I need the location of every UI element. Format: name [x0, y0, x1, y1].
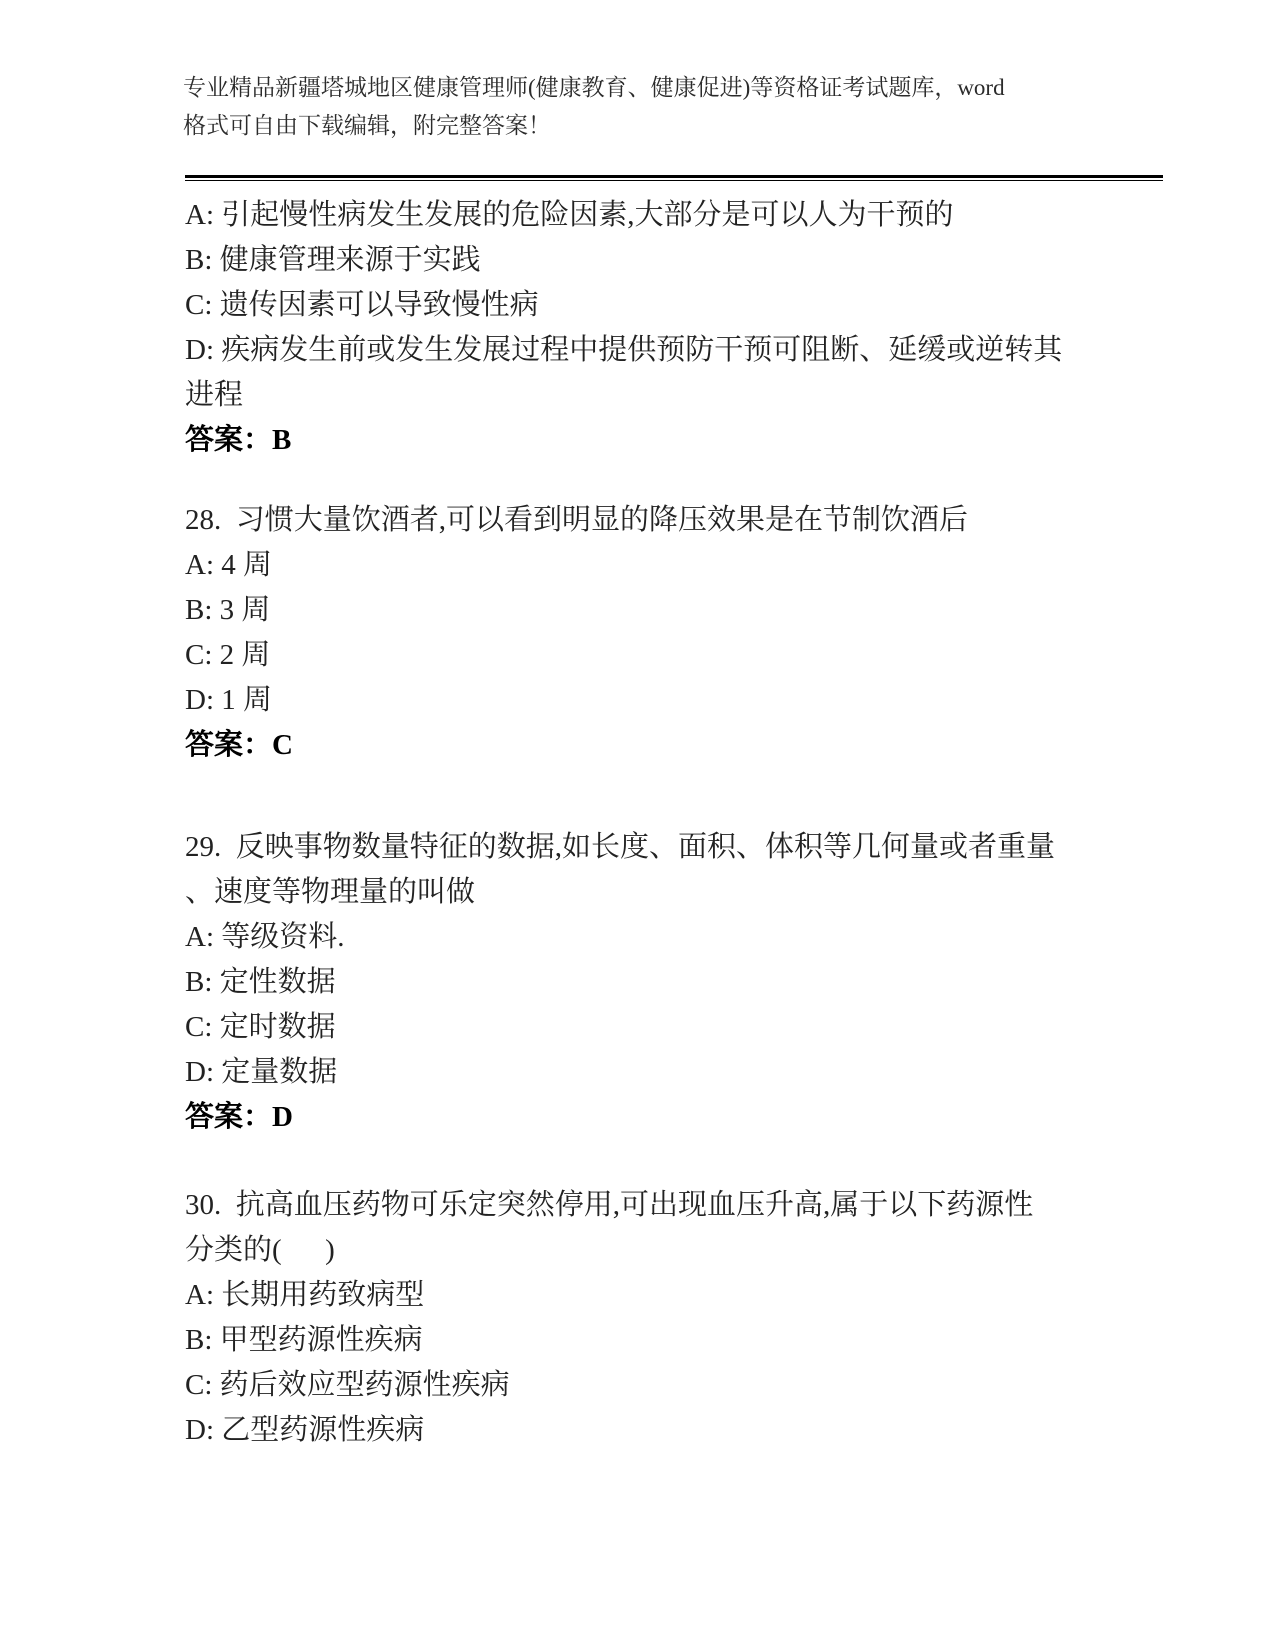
question-28-option-c: C: 2 周 — [185, 639, 271, 671]
question-30-option-a: A: 长期用药致病型 — [185, 1279, 425, 1311]
question-28-option-d: D: 1 周 — [185, 684, 273, 716]
question-27-option-c: C: 遗传因素可以导致慢性病 — [185, 289, 539, 321]
question-29-option-c: C: 定时数据 — [185, 1011, 336, 1043]
question-27-answer: 答案：B — [185, 424, 292, 456]
question-30-title-wrap: 分类的( ) — [185, 1234, 335, 1266]
question-27-option-d: D: 疾病发生前或发生发展过程中提供预防干预可阻断、延缓或逆转其 — [185, 334, 1063, 366]
question-27-option-b: B: 健康管理来源于实践 — [185, 244, 481, 276]
question-29-title-wrap: 、速度等物理量的叫做 — [185, 876, 476, 908]
header-divider-thin-line — [185, 180, 1163, 181]
header-divider-thick-line — [185, 175, 1163, 178]
question-30-title: 30. 抗高血压药物可乐定突然停用,可出现血压升高,属于以下药源性 — [185, 1189, 1034, 1221]
question-27-option-d-wrap: 进程 — [185, 379, 244, 411]
question-28-title: 28. 习惯大量饮酒者,可以看到明显的降压效果是在节制饮酒后 — [185, 504, 969, 536]
header-text-line-1: 专业精品新疆塔城地区健康管理师(健康教育、健康促进)等资格证考试题库，word — [183, 75, 1005, 100]
header-text-line-2: 格式可自由下载编辑，附完整答案！ — [183, 113, 551, 138]
question-27-options-block — [185, 193, 1145, 463]
question-29-block — [185, 825, 1145, 1140]
question-28-block — [185, 498, 1145, 768]
question-29-answer: 答案：D — [185, 1101, 293, 1133]
question-29-option-a: A: 等级资料. — [185, 921, 345, 953]
question-30-option-b: B: 甲型药源性疾病 — [185, 1324, 423, 1356]
question-28-option-b: B: 3 周 — [185, 594, 271, 626]
page-header — [183, 69, 1123, 145]
question-28-answer: 答案：C — [185, 729, 293, 761]
question-29-option-d: D: 定量数据 — [185, 1056, 338, 1088]
question-29-title: 29. 反映事物数量特征的数据,如长度、面积、体积等几何量或者重量 — [185, 831, 1056, 863]
question-30-block — [185, 1183, 1145, 1453]
question-29-option-b: B: 定性数据 — [185, 966, 336, 998]
header-divider — [185, 175, 1163, 181]
question-28-option-a: A: 4 周 — [185, 549, 273, 581]
question-30-option-c: C: 药后效应型药源性疾病 — [185, 1369, 510, 1401]
question-30-option-d: D: 乙型药源性疾病 — [185, 1414, 425, 1446]
question-27-option-a: A: 引起慢性病发生发展的危险因素,大部分是可以人为干预的 — [185, 199, 954, 231]
